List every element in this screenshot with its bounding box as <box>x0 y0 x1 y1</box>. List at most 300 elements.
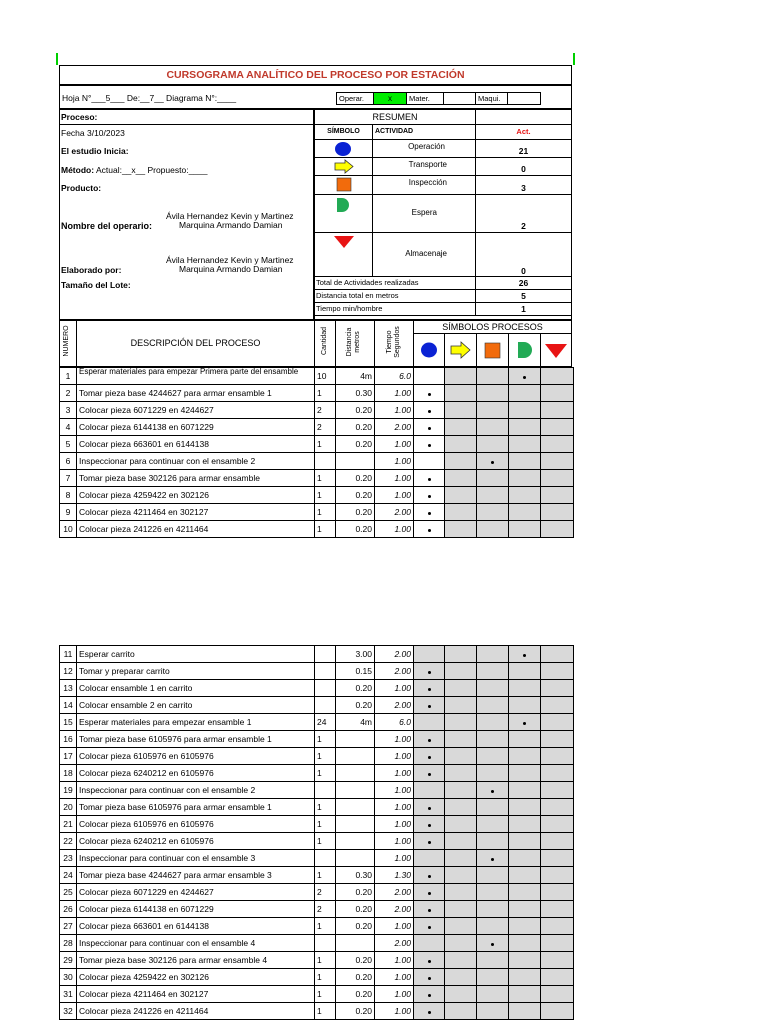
row-symbol-cell <box>445 799 477 816</box>
symbol-mark <box>428 478 431 481</box>
row-symbol-cell <box>414 402 445 419</box>
row-description: Colocar pieza 663601 en 6144138 <box>77 918 315 935</box>
table-row <box>60 419 574 436</box>
table-row <box>60 504 574 521</box>
row-symbol-cell <box>509 833 541 850</box>
row-symbol-cell <box>541 470 574 487</box>
row-symbol-cell <box>445 748 477 765</box>
table-row <box>60 850 574 867</box>
row-number: 1 <box>60 368 77 385</box>
row-distance <box>336 833 375 850</box>
row-symbol-cell <box>477 436 509 453</box>
symbol-mark <box>428 688 431 691</box>
process-table-page2 <box>59 645 574 1020</box>
symbol-mark <box>428 994 431 997</box>
row-symbol-cell <box>477 765 509 782</box>
symbol-mark <box>428 705 431 708</box>
row-distance: 0.15 <box>336 663 375 680</box>
table-row <box>60 952 574 969</box>
row-time: 1.00 <box>375 952 414 969</box>
row-quantity <box>315 697 336 714</box>
row-symbol-cell <box>509 935 541 952</box>
table-row <box>60 436 574 453</box>
row-symbol-cell <box>445 884 477 901</box>
row-time: 6.0 <box>375 368 414 385</box>
delay-d-icon <box>509 334 540 366</box>
resumen-count-operacion: 21 <box>475 139 572 158</box>
table-row <box>60 918 574 935</box>
row-description: Esperar materiales para empezar Primera parte del ensamble <box>77 368 315 385</box>
table-row <box>60 935 574 952</box>
row-symbol-cell <box>414 663 445 680</box>
row-number: 2 <box>60 385 77 402</box>
row-symbol-cell <box>477 1003 509 1020</box>
row-symbol-cell <box>509 714 541 731</box>
row-distance: 0.20 <box>336 952 375 969</box>
row-description: Inspeccionar para continuar con el ensamble 3 <box>77 850 315 867</box>
row-symbol-cell <box>541 663 574 680</box>
row-symbol-cell <box>541 986 574 1003</box>
row-symbol-cell <box>541 935 574 952</box>
row-quantity: 1 <box>315 385 336 402</box>
inspection-square-icon <box>315 176 372 194</box>
row-symbol-cell <box>414 850 445 867</box>
resumen-sym-operacion <box>314 139 373 158</box>
symbol-mark <box>491 858 494 861</box>
row-symbol-cell <box>445 935 477 952</box>
row-description: Colocar ensamble 2 en carrito <box>77 697 315 714</box>
row-symbol-cell <box>509 487 541 504</box>
symbol-mark <box>428 892 431 895</box>
col-descripcion: DESCRIPCIÓN DEL PROCESO <box>76 320 315 367</box>
row-description: Colocar pieza 6105976 en 6105976 <box>77 748 315 765</box>
row-symbol-cell <box>414 697 445 714</box>
row-symbol-cell <box>509 1003 541 1020</box>
row-symbol-cell <box>414 986 445 1003</box>
row-symbol-cell <box>477 850 509 867</box>
row-symbol-cell <box>509 816 541 833</box>
row-symbol-cell <box>445 453 477 470</box>
row-symbol-cell <box>477 504 509 521</box>
row-symbol-cell <box>445 969 477 986</box>
row-symbol-cell <box>477 867 509 884</box>
row-number: 12 <box>60 663 77 680</box>
table-row <box>60 799 574 816</box>
row-symbol-cell <box>477 799 509 816</box>
resumen-count-inspeccion: 3 <box>475 175 572 195</box>
row-symbol-cell <box>414 833 445 850</box>
fecha-label: Fecha 3/10/2023 <box>61 128 125 138</box>
row-symbol-cell <box>541 748 574 765</box>
row-distance <box>336 765 375 782</box>
row-description: Colocar pieza 4211464 en 302127 <box>77 504 315 521</box>
row-number: 15 <box>60 714 77 731</box>
row-description: Colocar pieza 241226 en 4211464 <box>77 521 315 538</box>
row-symbol-cell <box>509 504 541 521</box>
row-distance: 3.00 <box>336 646 375 663</box>
table-row <box>60 748 574 765</box>
storage-triangle-icon <box>541 334 571 366</box>
maqui-value <box>507 92 541 105</box>
sheet-info: Hoja N°___5___ De:__7__ Diagrama N°:____ <box>62 93 237 103</box>
estudio-label: El estudio Inicia: <box>61 146 129 156</box>
row-time: 1.00 <box>375 453 414 470</box>
process-table-page1 <box>59 367 574 538</box>
row-time: 1.00 <box>375 436 414 453</box>
row-symbol-cell <box>541 850 574 867</box>
row-symbol-cell <box>509 663 541 680</box>
row-quantity: 1 <box>315 470 336 487</box>
row-time: 2.00 <box>375 419 414 436</box>
row-symbol-cell <box>477 663 509 680</box>
row-number: 13 <box>60 680 77 697</box>
row-time: 2.00 <box>375 901 414 918</box>
row-quantity: 1 <box>315 952 336 969</box>
row-symbol-cell <box>541 901 574 918</box>
row-symbol-cell <box>509 402 541 419</box>
row-distance <box>336 816 375 833</box>
resumen-act-espera: Espera <box>372 194 476 233</box>
row-symbol-cell <box>541 453 574 470</box>
row-description: Inspeccionar para continuar con el ensamble 4 <box>77 935 315 952</box>
corner-mark-right <box>573 53 575 65</box>
symbol-mark <box>428 824 431 827</box>
row-symbol-cell <box>477 986 509 1003</box>
resumen-count-almacenaje: 0 <box>475 232 572 277</box>
row-symbol-cell <box>477 470 509 487</box>
row-quantity: 1 <box>315 867 336 884</box>
row-symbol-cell <box>445 867 477 884</box>
row-time: 1.00 <box>375 1003 414 1020</box>
table-row <box>60 731 574 748</box>
row-distance: 0.20 <box>336 419 375 436</box>
row-description: Colocar pieza 4259422 en 302126 <box>77 487 315 504</box>
row-time: 6.0 <box>375 714 414 731</box>
row-distance: 4m <box>336 714 375 731</box>
row-symbol-cell <box>509 748 541 765</box>
row-symbol-cell <box>445 765 477 782</box>
row-symbol-cell <box>414 884 445 901</box>
col-tiempo-label: Tiempo Segundos <box>386 326 401 358</box>
row-symbol-cell <box>477 884 509 901</box>
row-symbol-cell <box>541 419 574 436</box>
row-quantity: 1 <box>315 521 336 538</box>
row-symbol-cell <box>414 765 445 782</box>
resumen-sym-inspeccion <box>314 175 373 195</box>
col-distancia-label: Distancia metros <box>346 327 361 357</box>
row-description: Esperar carrito <box>77 646 315 663</box>
resumen-sym-almacenaje <box>314 232 373 277</box>
resumen-act-inspeccion: Inspección <box>372 175 476 195</box>
row-symbol-cell <box>477 918 509 935</box>
row-symbol-cell <box>509 986 541 1003</box>
symbol-mark <box>428 807 431 810</box>
row-symbol-cell <box>541 816 574 833</box>
resumen-head-actividad: ACTIVIDAD <box>372 124 476 140</box>
row-symbol-cell <box>445 714 477 731</box>
inspection-square-icon <box>477 334 508 366</box>
row-quantity: 1 <box>315 765 336 782</box>
symbol-mark <box>428 495 431 498</box>
row-quantity: 24 <box>315 714 336 731</box>
row-distance: 0.20 <box>336 680 375 697</box>
row-symbol-cell <box>445 731 477 748</box>
row-description: Inspeccionar para continuar con el ensamble 2 <box>77 453 315 470</box>
row-symbol-cell <box>477 969 509 986</box>
table-row <box>60 816 574 833</box>
row-symbol-cell <box>414 782 445 799</box>
row-quantity: 2 <box>315 402 336 419</box>
symbol-mark <box>428 512 431 515</box>
sym-head-almacenaje <box>540 333 572 367</box>
row-time: 2.00 <box>375 697 414 714</box>
row-number: 6 <box>60 453 77 470</box>
symbol-mark <box>428 909 431 912</box>
row-description: Colocar pieza 4211464 en 302127 <box>77 986 315 1003</box>
row-distance: 4m <box>336 368 375 385</box>
row-distance: 0.20 <box>336 884 375 901</box>
col-numero-label: NUMERO <box>63 325 70 357</box>
row-symbol-cell <box>445 918 477 935</box>
row-symbol-cell <box>445 419 477 436</box>
row-time: 2.00 <box>375 646 414 663</box>
row-quantity: 1 <box>315 1003 336 1020</box>
row-distance: 0.20 <box>336 901 375 918</box>
row-time: 1.00 <box>375 487 414 504</box>
row-symbol-cell <box>477 646 509 663</box>
row-symbol-cell <box>541 765 574 782</box>
row-number: 31 <box>60 986 77 1003</box>
row-description: Esperar materiales para empezar ensamble 1 <box>77 714 315 731</box>
row-symbol-cell <box>509 680 541 697</box>
row-symbol-cell <box>509 731 541 748</box>
row-quantity: 1 <box>315 731 336 748</box>
operario-line2: Marquina Armando Damian <box>179 220 283 230</box>
row-number: 24 <box>60 867 77 884</box>
row-symbol-cell <box>477 385 509 402</box>
row-symbol-cell <box>414 504 445 521</box>
operar-label: Operar. <box>336 92 374 105</box>
row-symbol-cell <box>445 504 477 521</box>
maqui-label: Maqui. <box>475 92 508 105</box>
row-symbol-cell <box>445 487 477 504</box>
row-symbol-cell <box>414 680 445 697</box>
row-symbol-cell <box>414 952 445 969</box>
operar-check: x <box>373 92 407 105</box>
symbol-mark <box>428 977 431 980</box>
row-quantity: 1 <box>315 799 336 816</box>
row-description: Colocar pieza 663601 en 6144138 <box>77 436 315 453</box>
row-symbol-cell <box>414 731 445 748</box>
row-symbol-cell <box>414 436 445 453</box>
row-symbol-cell <box>414 419 445 436</box>
row-symbol-cell <box>414 867 445 884</box>
symbol-mark <box>428 427 431 430</box>
row-description: Colocar pieza 6071229 en 4244627 <box>77 884 315 901</box>
row-symbol-cell <box>445 901 477 918</box>
row-symbol-cell <box>477 521 509 538</box>
row-symbol-cell <box>509 436 541 453</box>
row-description: Tomar y preparar carrito <box>77 663 315 680</box>
resumen-head-act: Act. <box>475 124 572 140</box>
total-actividades-value: 26 <box>475 276 572 290</box>
row-time: 1.00 <box>375 731 414 748</box>
table-row <box>60 368 574 385</box>
col-cantidad-label: Cantidad <box>321 326 328 356</box>
row-time: 2.00 <box>375 884 414 901</box>
row-number: 26 <box>60 901 77 918</box>
row-symbol-cell <box>509 782 541 799</box>
table-row <box>60 402 574 419</box>
resumen-sym-transporte <box>314 157 373 176</box>
tiempo-total-value: 1 <box>475 302 572 316</box>
table-row <box>60 867 574 884</box>
row-symbol-cell <box>509 952 541 969</box>
row-number: 23 <box>60 850 77 867</box>
row-quantity: 2 <box>315 901 336 918</box>
table-row <box>60 521 574 538</box>
row-number: 30 <box>60 969 77 986</box>
row-symbol-cell <box>509 646 541 663</box>
row-symbol-cell <box>445 986 477 1003</box>
row-symbol-cell <box>414 918 445 935</box>
row-symbol-cell <box>414 799 445 816</box>
row-number: 11 <box>60 646 77 663</box>
row-symbol-cell <box>541 1003 574 1020</box>
row-number: 18 <box>60 765 77 782</box>
symbol-mark <box>428 756 431 759</box>
operario-label: Nombre del operario: <box>61 221 153 231</box>
row-symbol-cell <box>477 487 509 504</box>
symbol-mark <box>491 461 494 464</box>
row-number: 32 <box>60 1003 77 1020</box>
row-symbol-cell <box>477 368 509 385</box>
symbol-mark <box>428 671 431 674</box>
elaborado-label: Elaborado por: <box>61 265 122 275</box>
row-time: 2.00 <box>375 663 414 680</box>
delay-d-icon <box>315 195 372 215</box>
row-symbol-cell <box>509 969 541 986</box>
row-symbol-cell <box>541 884 574 901</box>
row-symbol-cell <box>477 680 509 697</box>
row-distance <box>336 935 375 952</box>
symbol-mark <box>523 722 526 725</box>
distancia-total-value: 5 <box>475 289 572 303</box>
row-number: 4 <box>60 419 77 436</box>
producto-label: Producto: <box>61 183 102 193</box>
symbol-mark <box>428 393 431 396</box>
table-row <box>60 663 574 680</box>
row-time: 1.00 <box>375 765 414 782</box>
row-symbol-cell <box>541 918 574 935</box>
row-time: 1.00 <box>375 850 414 867</box>
symbol-mark <box>523 376 526 379</box>
distancia-total-label: Distancia total en metros <box>314 289 476 303</box>
row-symbol-cell <box>541 368 574 385</box>
row-quantity <box>315 782 336 799</box>
proceso-label: Proceso: <box>61 112 98 122</box>
row-distance: 0.20 <box>336 986 375 1003</box>
row-time: 1.00 <box>375 799 414 816</box>
symbol-mark <box>428 926 431 929</box>
row-quantity: 1 <box>315 504 336 521</box>
symbol-mark <box>428 529 431 532</box>
row-symbol-cell <box>445 952 477 969</box>
row-symbol-cell <box>414 901 445 918</box>
col-simbolos: SÍMBOLOS PROCESOS <box>413 320 572 334</box>
table-row <box>60 714 574 731</box>
row-time: 1.00 <box>375 816 414 833</box>
storage-triangle-icon <box>315 233 372 253</box>
row-symbol-cell <box>414 385 445 402</box>
row-description: Tomar pieza base 4244627 para armar ensamble 3 <box>77 867 315 884</box>
row-time: 1.30 <box>375 867 414 884</box>
row-symbol-cell <box>445 385 477 402</box>
elaborado-line2: Marquina Armando Damian <box>179 264 283 274</box>
row-distance <box>336 799 375 816</box>
row-distance: 0.20 <box>336 918 375 935</box>
document-title: CURSOGRAMA ANALÍTICO DEL PROCESO POR ESTACIÓN <box>59 65 572 85</box>
row-quantity: 2 <box>315 884 336 901</box>
row-distance <box>336 731 375 748</box>
row-number: 19 <box>60 782 77 799</box>
table-row <box>60 833 574 850</box>
row-number: 8 <box>60 487 77 504</box>
row-symbol-cell <box>477 833 509 850</box>
table-row <box>60 487 574 504</box>
row-symbol-cell <box>541 487 574 504</box>
metodo-label: Método: <box>61 165 95 175</box>
row-description: Colocar pieza 6071229 en 4244627 <box>77 402 315 419</box>
row-symbol-cell <box>414 1003 445 1020</box>
row-time: 1.00 <box>375 402 414 419</box>
sym-head-espera <box>508 333 541 367</box>
row-symbol-cell <box>414 969 445 986</box>
sym-head-transporte <box>444 333 477 367</box>
row-symbol-cell <box>414 470 445 487</box>
row-number: 17 <box>60 748 77 765</box>
row-description: Colocar pieza 6105976 en 6105976 <box>77 816 315 833</box>
row-symbol-cell <box>445 663 477 680</box>
sym-head-operacion <box>413 333 445 367</box>
row-symbol-cell <box>509 470 541 487</box>
row-distance: 0.30 <box>336 867 375 884</box>
row-distance: 0.20 <box>336 697 375 714</box>
row-number: 29 <box>60 952 77 969</box>
row-symbol-cell <box>541 833 574 850</box>
row-quantity: 1 <box>315 969 336 986</box>
row-description: Colocar pieza 241226 en 4211464 <box>77 1003 315 1020</box>
row-symbol-cell <box>509 850 541 867</box>
row-symbol-cell <box>477 453 509 470</box>
corner-mark-left <box>56 53 58 65</box>
row-description: Colocar pieza 6240212 en 6105976 <box>77 765 315 782</box>
row-distance: 0.20 <box>336 969 375 986</box>
row-symbol-cell <box>509 867 541 884</box>
row-number: 28 <box>60 935 77 952</box>
symbol-mark <box>428 410 431 413</box>
row-symbol-cell <box>541 952 574 969</box>
row-symbol-cell <box>477 952 509 969</box>
row-number: 27 <box>60 918 77 935</box>
row-symbol-cell <box>541 969 574 986</box>
transport-arrow-icon <box>315 158 372 175</box>
resumen-title: RESUMEN <box>314 109 476 125</box>
row-time: 2.00 <box>375 504 414 521</box>
row-description: Colocar pieza 6144138 en 6071229 <box>77 419 315 436</box>
row-distance <box>336 453 375 470</box>
row-symbol-cell <box>445 697 477 714</box>
